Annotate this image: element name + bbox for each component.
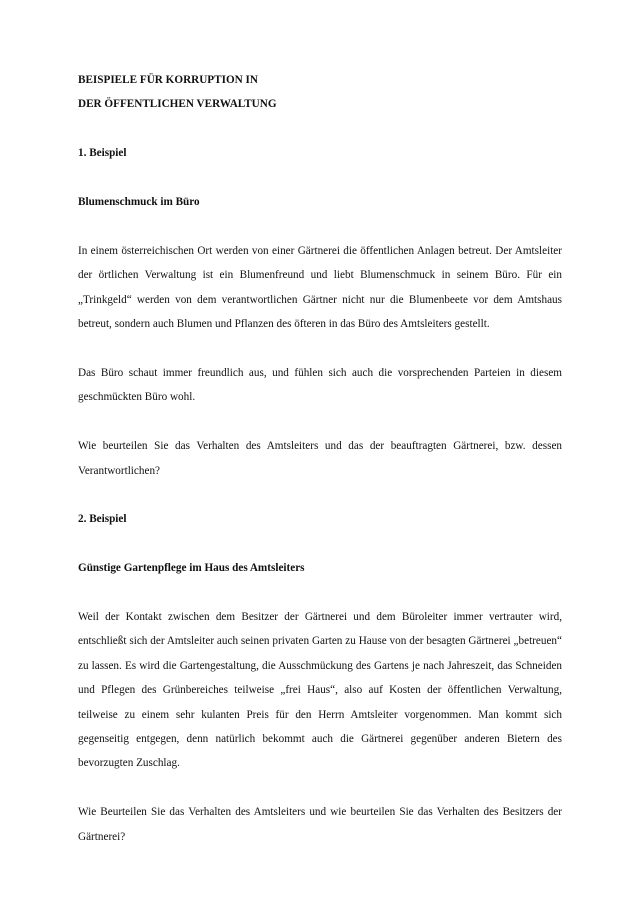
example-1-paragraph-2: Das Büro schaut immer freundlich aus, und fühlen sich auch die vorsprechenden Parteien in diesem geschmückten Büro wohl. <box>78 367 562 404</box>
example-1-label: 1. Beispiel <box>78 147 127 160</box>
document-page <box>78 68 562 849</box>
example-2-question: Wie Beurteilen Sie das Verhalten des Amtsleiters und wie beurteilen Sie das Verhalten des Besitzers der Gärtnerei? <box>78 806 562 843</box>
example-2-label: 2. Beispiel <box>78 513 127 526</box>
document-title-line-2: DER ÖFFENTLICHEN VERWALTUNG <box>78 98 277 111</box>
example-1-question: Wie beurteilen Sie das Verhalten des Amtsleiters und das der beauftragten Gärtnerei, bzw. dessen Verantwortlichen? <box>78 440 562 477</box>
example-1-heading: Blumenschmuck im Büro <box>78 196 200 209</box>
document-title <box>78 68 562 117</box>
example-2-heading: Günstige Gartenpflege im Haus des Amtsleiters <box>78 562 305 575</box>
example-2-paragraph-1: Weil der Kontakt zwischen dem Besitzer der Gärtnerei und dem Büroleiter immer vertrauter wird, entschließt sich der Amtsleiter auch seinen privaten Garten zu Hause von der besagten Gärtnerei „betreuen“ zu lassen. Es wird die Gartengestaltung, die Ausschmückung des Gartens je nach Jahreszeit, das Schneiden und Pflegen des Grünbereiches teilweise „frei Haus“, also auf Kosten der öffentlichen Verwaltung, teilweise zu einem sehr kulanten Preis für den Herrn Amtsleiter vorgenommen. Man kommt sich gegenseitig entgegen, denn natürlich bekommt auch die Gärtnerei gegenüber anderen Bietern des bevorzugten Zuschlag. <box>78 611 562 770</box>
document-title-line-1: BEISPIELE FÜR KORRUPTION IN <box>78 74 258 86</box>
example-1-paragraph-1: In einem österreichischen Ort werden von einer Gärtnerei die öffentlichen Anlagen betreut. Der Amtsleiter der örtlichen Verwaltung ist ein Blumenfreund und liebt Blumenschmuck in seinem Büro. Für ein „Trinkgeld“ werden von dem verantwortlichen Gärtner nicht nur die Blumenbeete vor dem Amtshaus betreut, sondern auch Blumen und Pflanzen des öfteren in das Büro des Amtsleiters gestellt. <box>78 245 562 331</box>
